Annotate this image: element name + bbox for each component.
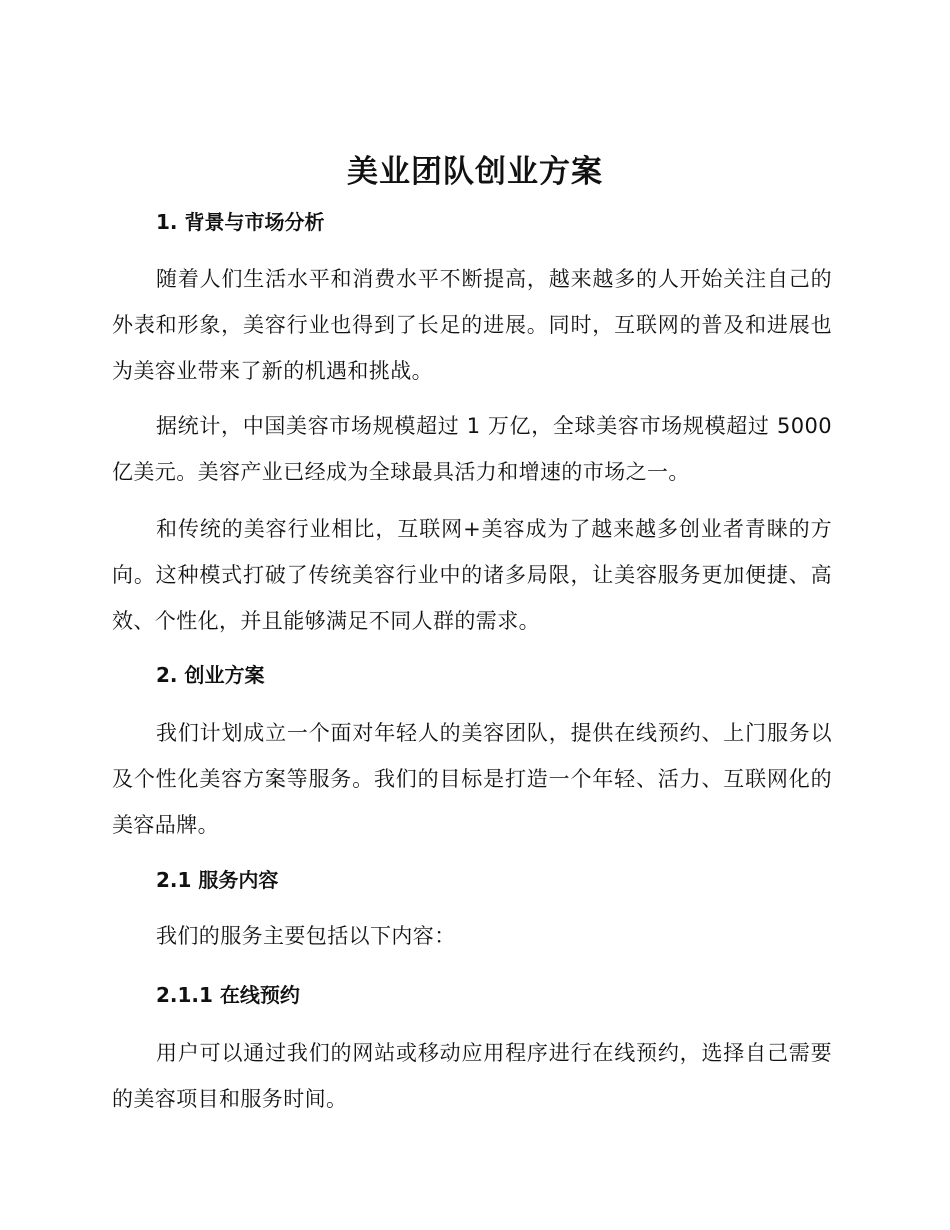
section-heading-background: 1. 背景与市场分析 xyxy=(156,210,325,234)
section-heading-services: 2.1 服务内容 xyxy=(156,868,279,892)
paragraph-plan-1: 我们计划成立一个面对年轻人的美容团队，提供在线预约、上门服务以及个性化美容方案等服务。我们的目标是打造一个年轻、活力、互联网化的美容品牌。 xyxy=(112,721,832,837)
paragraph-online-booking: 用户可以通过我们的网站或移动应用程序进行在线预约，选择自己需要的美容项目和服务时间。 xyxy=(112,1041,832,1111)
paragraph-background-3: 和传统的美容行业相比，互联网+美容成为了越来越多创业者青睐的方向。这种模式打破了传统美容行业中的诸多局限，让美容服务更加便捷、高效、个性化，并且能够满足不同人群的需求。 xyxy=(112,517,832,633)
paragraph-background-2: 据统计，中国美容市场规模超过 1 万亿，全球美容市场规模超过 5000 亿美元。美容产业已经成为全球最具活力和增速的市场之一。 xyxy=(112,414,832,484)
section-heading-online-booking: 2.1.1 在线预约 xyxy=(156,983,300,1007)
section-heading-plan: 2. 创业方案 xyxy=(156,663,265,687)
document-title: 美业团队创业方案 xyxy=(347,154,603,190)
paragraph-background-1: 随着人们生活水平和消费水平不断提高，越来越多的人开始关注自己的外表和形象，美容行业也得到了长足的进展。同时，互联网的普及和进展也为美容业带来了新的机遇和挑战。 xyxy=(112,267,832,383)
paragraph-services-intro: 我们的服务主要包括以下内容： xyxy=(156,924,456,948)
